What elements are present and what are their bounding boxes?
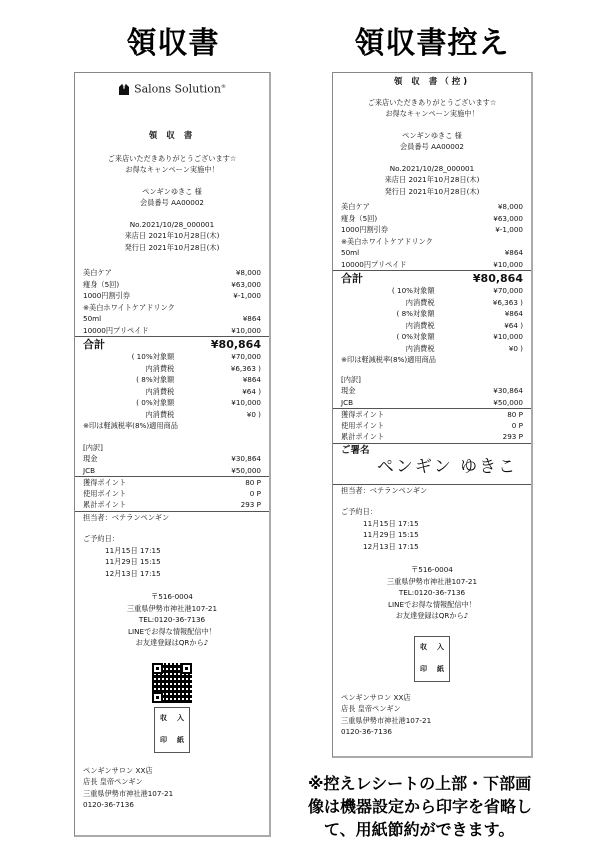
salon-jacket-icon [118,83,130,95]
footer-manager: 店長 皇帝ペンギン [341,704,401,713]
tax-row: 内消費税 ¥64 ) [145,386,261,396]
total-row: 合計 ¥80,864 [75,336,269,351]
greeting-line-2: お得なキャンペーン実施中！ [385,109,479,118]
footer-phone: 0120-36-7136 [83,800,134,809]
heading-receipt: 領収書 [126,26,220,61]
payment-row: JCB ¥50,000 [341,397,523,407]
payment-row: 現金 ¥30,864 [341,386,523,395]
staff-name: 担当者：ベテランペンギン [75,511,269,524]
line-item: 美白ケア ¥8,000 [341,202,523,211]
payment-header: [内訳] [341,374,361,384]
tax-row: 内消費税 ¥0 ) [405,343,523,353]
visit-date: 来店日 2021年10月28日(木) [124,231,220,240]
receipt-title: 領 収 書 [148,131,196,141]
points-row: 累計ポイント 293 P [341,432,523,441]
footer-manager: 店長 皇帝ペンギン [83,777,143,786]
tax-row: 内消費税 ¥64 ) [405,320,523,330]
total-row: 合計 ¥80,864 [333,270,531,285]
reservation-item: 12月13日 17:15 [105,568,161,578]
line-item: 10000円プリペイド ¥10,000 [341,259,523,269]
line-promo: LINEでお得な情報配信中！ [388,599,476,609]
receipt-number: No.2021/10/28_000001 [389,163,475,173]
tax-row: ( 10%対象額 ¥70,000 [391,286,523,295]
points-row: 使用ポイント 0 P [341,420,523,430]
member-number: 会員番号 AA00002 [140,198,204,207]
footer-address: 三重県伊勢市神社港107-21 [341,715,432,725]
staff-name: 担当者：ベテランペンギン [333,484,531,497]
footer-address: 三重県伊勢市神社港107-21 [83,788,174,798]
revenue-stamp-box: 収 入 印 紙 [154,707,190,753]
customer-signature: ペンギン ゆきこ [376,456,518,477]
tax-row: ( 0%対象額 ¥10,000 [136,398,261,407]
greeting-line-1: ご来店いただきありがとうございます☆ [367,97,497,107]
paper-saving-note: ※控えレシートの上部・下部画 像は機器設定から印字を省略し て、用紙節約ができます。 [308,774,533,839]
line-item: 美白ケア ¥8,000 [83,268,261,277]
payment-row: JCB ¥50,000 [83,465,261,475]
tax-row: ( 8%対象額 ¥864 [396,309,523,318]
reservation-header: ご予約日： [83,534,119,543]
reservation-item: 11月15日 17:15 [105,545,161,555]
line-item: 10000円プリペイド ¥10,000 [83,325,261,335]
line-item: 50ml ¥864 [83,314,261,323]
customer-name: ペンギンゆきこ 様 [402,130,462,140]
issue-date: 発行日 2021年10月28日(木) [384,186,480,196]
line-item: 1000円割引券 ¥-1,000 [341,225,523,234]
line-promo: LINEでお得な情報配信中！ [128,626,216,636]
signature-label: ご署名 [333,443,531,456]
shop-postal-code: 〒516-0004 [411,565,453,574]
visit-date: 来店日 2021年10月28日(木) [384,175,480,184]
receipt-copy-title: 領 収 書（控) [393,77,471,87]
shop-phone: TEL:0120-36-7136 [398,588,466,597]
shop-phone: TEL:0120-36-7136 [138,615,206,624]
tax-row: ( 8%対象額 ¥864 [136,375,261,384]
shop-address: 三重県伊勢市神社港107-21 [386,576,478,586]
reservation-item: 11月29日 15:15 [105,557,161,566]
brand-logo [75,81,269,97]
reservation-item: 11月29日 15:15 [363,530,419,539]
reservation-header: ご予約日： [341,507,377,516]
tax-row: 内消費税 ¥6,363 ) [405,297,523,307]
customer-name: ペンギンゆきこ 様 [142,186,202,196]
points-row: 使用ポイント 0 P [83,488,261,498]
greeting-line-2: お得なキャンペーン実施中！ [125,165,219,174]
receipt-copy [332,72,533,758]
footer-shop-name: ペンギンサロン XX店 [341,692,411,702]
brand-name: Salons Solution® [134,83,226,97]
receipt-original [74,72,271,837]
footer-shop-name: ペンギンサロン XX店 [83,765,153,775]
qr-promo: お友達登録はQRから♪ [135,638,209,647]
points-row: 獲得ポイント 80 P [333,408,531,420]
tax-row: 内消費税 ¥6,363 ) [145,363,261,373]
qr-promo: お友達登録はQRから♪ [395,611,469,620]
shop-postal-code: 〒516-0004 [151,592,193,601]
receipt-number: No.2021/10/28_000001 [129,219,215,229]
line-item: ※美白ホワイトケアドリンク [341,236,433,246]
tax-row: 内消費税 ¥0 ) [145,409,261,419]
line-item: 50ml ¥864 [341,248,523,257]
issue-date: 発行日 2021年10月28日(木) [124,242,220,252]
points-row: 獲得ポイント 80 P [75,476,269,488]
revenue-stamp-box: 収 入 印 紙 [414,636,450,682]
line-item: 1000円割引券 ¥-1,000 [83,291,261,300]
points-row: 累計ポイント 293 P [83,500,261,509]
line-item: 痩身（5回) ¥63,000 [341,213,523,223]
heading-receipt-copy: 領収書控え [354,26,510,61]
footer-phone: 0120-36-7136 [341,727,392,736]
greeting-line-1: ご来店いただきありがとうございます☆ [107,153,237,163]
payment-row: 現金 ¥30,864 [83,454,261,463]
line-item: ※美白ホワイトケアドリンク [83,302,175,312]
reduced-tax-note: ※印は軽減税率(8%)適用商品 [341,355,436,364]
line-item: 痩身（5回) ¥63,000 [83,279,261,289]
reduced-tax-note: ※印は軽減税率(8%)適用商品 [83,421,178,430]
shop-address: 三重県伊勢市神社港107-21 [126,603,218,613]
reservation-item: 11月15日 17:15 [363,518,419,528]
member-number: 会員番号 AA00002 [400,142,464,151]
reservation-item: 12月13日 17:15 [363,541,419,551]
tax-row: ( 0%対象額 ¥10,000 [396,332,523,341]
line-qr-code[interactable] [152,663,192,703]
payment-header: [内訳] [83,442,103,452]
tax-row: ( 10%対象額 ¥70,000 [131,352,261,361]
